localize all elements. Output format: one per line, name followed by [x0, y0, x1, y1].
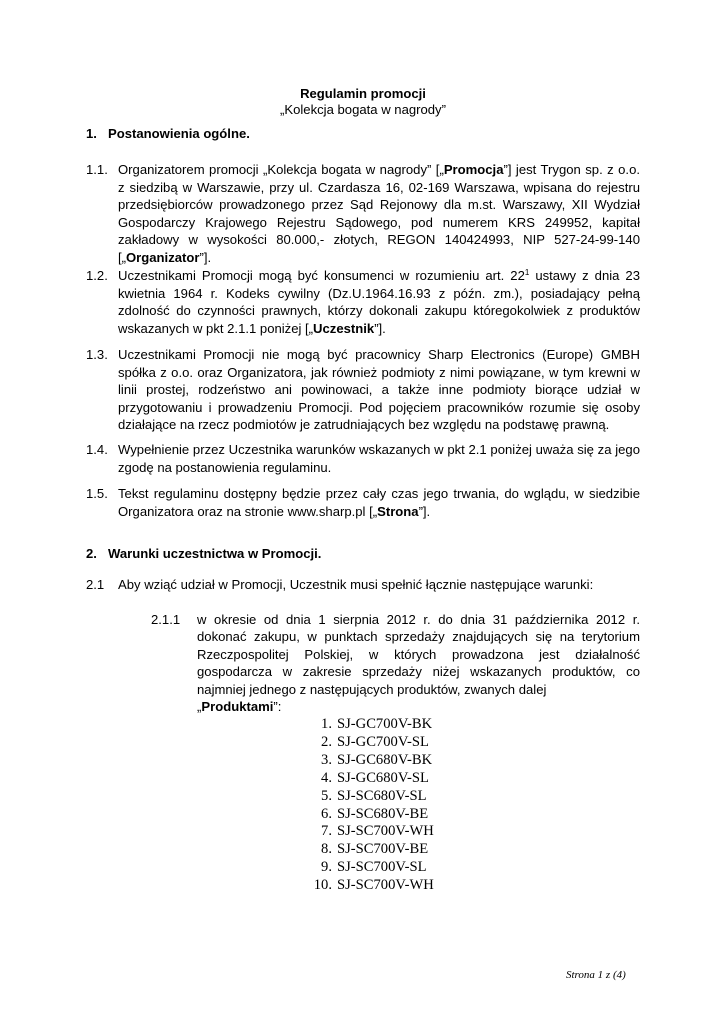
section-title: Warunki uczestnictwa w Promocji.	[108, 546, 322, 561]
paragraph-text: Aby wziąć udział w Promocji, Uczestnik musi spełnić łącznie następujące warunki:	[118, 577, 594, 592]
section-number: 2.	[86, 546, 97, 561]
paragraph-2-1	[86, 576, 640, 594]
paragraph-text: Uczestnikami Promocji mogą być konsumenci w rozumieniu art. $22^1$ ustawy z dnia 23 kwietnia 1964 r. Kodeks cywilny (Dz.U.1964.16.93 z późn. zm.), posiadający pełną zdolność do czynności prawnych, którzy dokonali zakupu któregokolwiek z produktów wskazanych w pkt 2.1.1 poniżej [„Uczestnik”].	[118, 268, 640, 336]
paragraph-text: Tekst regulaminu dostępny będzie przez cały czas jego trwania, do wglądu, w siedzibie Organizatora oraz na stronie www.sharp.pl [„Strona”].	[118, 486, 640, 519]
list-item: 6. SJ-SC680V-BE	[321, 805, 429, 822]
paragraph-1-4	[86, 441, 640, 476]
page-footer: Strona 1 z (4)	[566, 969, 626, 981]
paragraph-number: 1.1.	[86, 162, 108, 177]
document-title: Regulamin promocji	[300, 86, 426, 101]
paragraph-text: w okresie od dnia 1 sierpnia 2012 r. do dnia 31 października 2012 r. dokonać zakupu, w punktach sprzedaży znajdujących się na terytorium Rzeczpospolitej Polskiej, w których prowadzona jest działalność gospodarcza w zakresie sprzedaży niżej wskazanych produktów, co najmniej jednego z następujących produktów, zwanych dalej „Produktami”:	[197, 612, 640, 715]
section-title: Postanowienia ogólne.	[108, 126, 250, 141]
paragraph-number: 1.5.	[86, 486, 108, 501]
section-heading	[86, 125, 250, 142]
section-heading	[86, 545, 321, 562]
paragraph-number: 2.1	[86, 577, 105, 592]
paragraph-1-3	[86, 346, 640, 434]
document-subtitle: „Kolekcja bogata w nagrody”	[280, 102, 446, 117]
paragraph-number: 2.1.1	[151, 612, 181, 627]
paragraph-text: Organizatorem promocji „Kolekcja bogata w nagrody” [„Promocja”] jest Trygon sp. z o.o. z siedzibą w Warszawie, przy ul. Czardasza 16, 02-169 Warszawa, wpisana do rejestru przedsiębiorców prowadzonego przez Sąd Rejonowy dla m.st. Warszawy, XII Wydział Gospodarczy Krajowego Rejestru Sądowego, pod numerem KRS 249952, kapitał zakładowy w wysokości 80.000,- złotych, REGON 140424993, NIP 527-24-99-140 [„Organizator”].	[118, 162, 640, 265]
paragraph-number: 1.4.	[86, 442, 108, 457]
product-model-list	[300, 716, 434, 895]
list-item: 9. SJ-SC700V-SL	[321, 859, 427, 876]
list-item: 4. SJ-GC680V-SL	[321, 769, 429, 786]
paragraph-number: 1.3.	[86, 347, 108, 362]
paragraph-1-2	[86, 267, 640, 337]
list-item: 7. SJ-SC700V-WH	[321, 823, 434, 840]
paragraph-1-1	[86, 161, 640, 267]
list-item: 1. SJ-GC700V-BK	[321, 716, 433, 732]
paragraph-1-5	[86, 485, 640, 520]
list-item: 8. SJ-SC700V-BE	[321, 841, 429, 858]
list-item: 3. SJ-GC680V-BK	[321, 751, 433, 768]
subparagraph-2-1-1	[151, 611, 640, 715]
paragraph-number: 1.2.	[86, 268, 108, 283]
list-item: 2. SJ-GC700V-SL	[321, 733, 429, 750]
section-number: 1.	[86, 126, 97, 141]
list-item: 5. SJ-SC680V-SL	[321, 787, 427, 804]
list-item: 10. SJ-SC700V-WH	[313, 877, 434, 894]
paragraph-text: Wypełnienie przez Uczestnika warunków wskazanych w pkt 2.1 poniżej uważa się za jego zgodę na postanowienia regulaminu.	[118, 442, 640, 475]
paragraph-text: Uczestnikami Promocji nie mogą być pracownicy Sharp Electronics (Europe) GMBH spółka z o.o. oraz Organizatora, jak również podmioty z nimi powiązane, w tym krewni w linii prostej, rodzeństwo ani powinowaci, a także inne podmioty biorące udział w przygotowaniu i prowadzeniu Promocji. Pod pojęciem pracowników rozumie się osoby działające na rzecz podmiotów je zatrudniających bez względu na podstawę prawną.	[118, 347, 640, 433]
